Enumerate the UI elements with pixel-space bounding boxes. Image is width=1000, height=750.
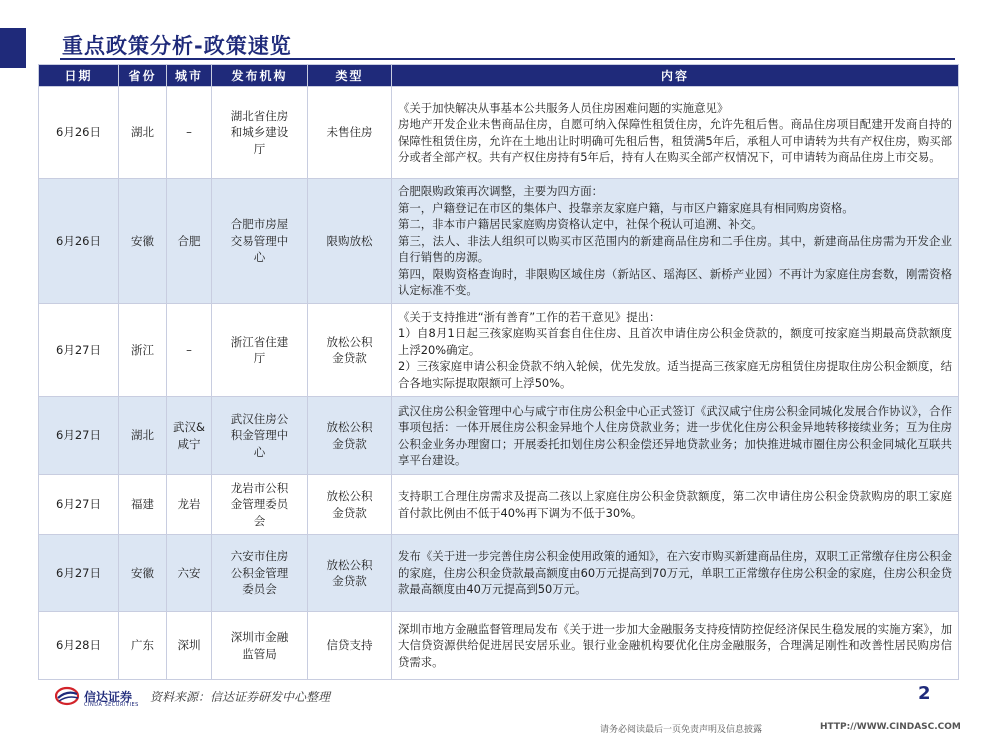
- policy-table: [38, 64, 959, 680]
- content-paragraph: 深圳市地方金融监督管理局发布《关于进一步加大金融服务支持疫情防控促经济保民生稳发展的实施方案》，加大信贷资源供给促进居民安居乐业。银行业金融机构要优化住房金融服务，合理满足刚性和改善性居民购房信贷需求。: [398, 621, 952, 669]
- cell-province: 福建: [119, 475, 167, 535]
- type-line: 放松公积: [326, 420, 373, 434]
- type-line: 金贷款: [332, 505, 367, 520]
- column-header-date: 日期: [39, 65, 119, 87]
- column-header-type: 类型: [308, 65, 392, 87]
- table-row: [39, 397, 959, 475]
- cell-city: –: [167, 304, 212, 397]
- cell-city: 六安: [167, 535, 212, 612]
- table-row: [39, 612, 959, 680]
- content-paragraph: 房地产开发企业未售商品住房，自愿可纳入保障性租赁住房，允许先租后售。商品住房项目配建开发商自持的保障性租赁住房，允许在土地出让时明确可先租后售，租赁满5年后，承租人可申请转为共有产权住房，购买部分或者全部产权。共有产权住房持有5年后，持有人在购买全部产权情况下，可申请转为商品住房上市交易。: [398, 117, 952, 164]
- cell-content: [392, 87, 959, 179]
- cell-province: 安徽: [119, 535, 167, 612]
- agency-line: 浙江省住建: [230, 334, 289, 349]
- cell-type: [308, 179, 392, 304]
- cell-agency: [212, 397, 308, 475]
- page-title: 重点政策分析-政策速览: [62, 34, 292, 58]
- agency-line: 交易管理中: [230, 233, 289, 248]
- table-row: [39, 304, 959, 397]
- agency-line: 监管局: [242, 646, 277, 661]
- cell-city: 深圳: [167, 612, 212, 680]
- cell-city: 武汉&咸宁: [167, 397, 212, 475]
- cell-province: 广东: [119, 612, 167, 680]
- content-paragraph: 2）三孩家庭申请公积金贷款不纳入轮候，优先发放。适当提高三孩家庭无房租赁住房提取住房公积金额度，结合各地实际提取限额可上浮50%。: [398, 359, 952, 390]
- cell-city: 龙岩: [167, 475, 212, 535]
- agency-line: 心: [253, 444, 266, 459]
- table-header-row: [39, 65, 959, 87]
- agency-line: 合肥市房屋: [230, 217, 289, 232]
- content-paragraph: 发布《关于进一步完善住房公积金使用政策的通知》，在六安市购买新建商品住房，双职工正常缴存住房公积金的家庭，住房公积金贷款最高额度由60万元提高到70万元，单职工正常缴存住房公积金的家庭，住房公积金贷款最高额度由40万元提高到50万元。: [398, 549, 952, 597]
- agency-line: 心: [253, 250, 266, 265]
- logo-text: 信达证券: [84, 689, 133, 704]
- cell-type: [308, 475, 392, 535]
- cell-agency: [212, 475, 308, 535]
- cell-date: 6月27日: [39, 475, 119, 535]
- cell-date: 6月26日: [39, 179, 119, 304]
- cell-content: [392, 304, 959, 397]
- column-header-city: 城市: [167, 65, 212, 87]
- website-link[interactable]: HTTP://WWW.CINDASC.COM: [820, 722, 961, 732]
- agency-line: 龙岩市公积: [230, 480, 289, 495]
- table-row: [39, 535, 959, 612]
- corner-accent-block: [0, 28, 26, 68]
- cinda-logo-icon: [55, 686, 81, 706]
- type-line: 信贷支持: [326, 638, 373, 653]
- cell-date: 6月27日: [39, 304, 119, 397]
- cell-agency: [212, 179, 308, 304]
- content-paragraph: 第三，法人、非法人组织可以购买市区范围内的新建商品住房和二手住房。其中，新建商品住房需为开发企业自行销售的房源。: [398, 233, 952, 265]
- cell-agency: [212, 304, 308, 397]
- cell-content: [392, 397, 959, 475]
- title-divider: [60, 58, 955, 60]
- column-header-province: 省份: [119, 65, 167, 87]
- cell-type: [308, 87, 392, 179]
- cell-date: 6月28日: [39, 612, 119, 680]
- cell-type: [308, 397, 392, 475]
- cell-content: [392, 535, 959, 612]
- cell-type: [308, 535, 392, 612]
- table-row: [39, 179, 959, 304]
- table-row: [39, 475, 959, 535]
- agency-line: 委员会: [242, 582, 277, 597]
- cell-city: –: [167, 87, 212, 179]
- cell-province: 浙江: [119, 304, 167, 397]
- cell-agency: [212, 612, 308, 680]
- cell-agency: [212, 535, 308, 612]
- cell-agency: [212, 87, 308, 179]
- cell-date: 6月27日: [39, 397, 119, 475]
- content-paragraph: 第一，户籍登记在市区的集体户、投靠亲友家庭户籍，与市区户籍家庭具有相同购房资格。: [398, 200, 854, 215]
- disclaimer-text: 请务必阅读最后一页免责声明及信息披露: [600, 725, 763, 735]
- agency-line: 厅: [253, 351, 266, 365]
- cell-type: [308, 304, 392, 397]
- cell-city: 合肥: [167, 179, 212, 304]
- agency-line: 湖北省住房: [230, 108, 289, 123]
- content-paragraph: 《关于支持推进“浙有善育”工作的若干意见》提出：: [398, 309, 661, 324]
- type-line: 金贷款: [332, 436, 367, 451]
- agency-line: 会: [253, 513, 266, 528]
- column-header-agency: 发布机构: [212, 65, 308, 87]
- content-paragraph: 合肥限购政策再次调整，主要为四方面：: [398, 184, 604, 199]
- cell-province: 湖北: [119, 397, 167, 475]
- content-paragraph: 支持职工合理住房需求及提高二孩以上家庭住房公积金贷款额度，第二次申请住房公积金贷款购房的职工家庭首付款比例由不低于40%再下调为不低于30%。: [398, 489, 952, 520]
- type-line: 未售住房: [326, 125, 373, 140]
- content-paragraph: 第四，限购资格查询时，非限购区域住房（新站区、瑶海区、新桥产业园）不再计为家庭住房套数，刚需资格认定标准不变。: [398, 266, 952, 298]
- cell-date: 6月26日: [39, 87, 119, 179]
- type-line: 放松公积: [326, 489, 373, 503]
- cell-province: 湖北: [119, 87, 167, 179]
- column-header-content: 内容: [392, 65, 959, 87]
- content-paragraph: 武汉住房公积金管理中心与咸宁市住房公积金中心正式签订《武汉咸宁住房公积金同城化发展合作协议》，合作事项包括：一体开展住房公积金异地个人住房贷款业务；进一步优化住房公积金异地转移接续业务；互为住房公积金业务办理窗口；开展委托扣划住房公积金偿还异地贷款业务；加快推进城市圈住房公积金同城化互联共享平台建设。: [398, 403, 952, 467]
- agency-line: 积金管理中: [230, 428, 289, 443]
- content-paragraph: 1）自8月1日起三孩家庭购买首套自住住房、且首次申请住房公积金贷款的，额度可按家庭当期最高贷款额度上浮20%确定。: [398, 326, 952, 357]
- table-row: [39, 87, 959, 179]
- type-line: 限购放松: [326, 233, 373, 248]
- type-line: 放松公积: [326, 557, 373, 572]
- content-paragraph: 第二，非本市户籍居民家庭购房资格认定中，社保个税认可追溯、补交。: [398, 217, 763, 232]
- cell-date: 6月27日: [39, 535, 119, 612]
- logo-subtitle: CINDA SECURITIES: [84, 702, 139, 708]
- policy-table-container: [38, 64, 958, 680]
- agency-line: 武汉住房公: [230, 411, 289, 426]
- cell-province: 安徽: [119, 179, 167, 304]
- agency-line: 金管理委员: [230, 497, 289, 512]
- agency-line: 和城乡建设: [230, 125, 289, 140]
- agency-line: 公积金管理: [230, 565, 289, 580]
- source-note: 资料来源：信达证券研发中心整理: [150, 690, 331, 704]
- cell-content: [392, 179, 959, 304]
- page-number: 2: [918, 683, 931, 704]
- agency-line: 六安市住房: [230, 549, 289, 564]
- type-line: 金贷款: [332, 351, 367, 365]
- cell-content: [392, 612, 959, 680]
- cell-content: [392, 475, 959, 535]
- cell-type: [308, 612, 392, 680]
- agency-line: 深圳市金融: [230, 630, 289, 644]
- content-paragraph: 《关于加快解决从事基本公共服务人员住房困难问题的实施意见》: [398, 100, 729, 115]
- agency-line: 厅: [253, 141, 266, 156]
- type-line: 放松公积: [326, 334, 373, 349]
- type-line: 金贷款: [332, 574, 367, 588]
